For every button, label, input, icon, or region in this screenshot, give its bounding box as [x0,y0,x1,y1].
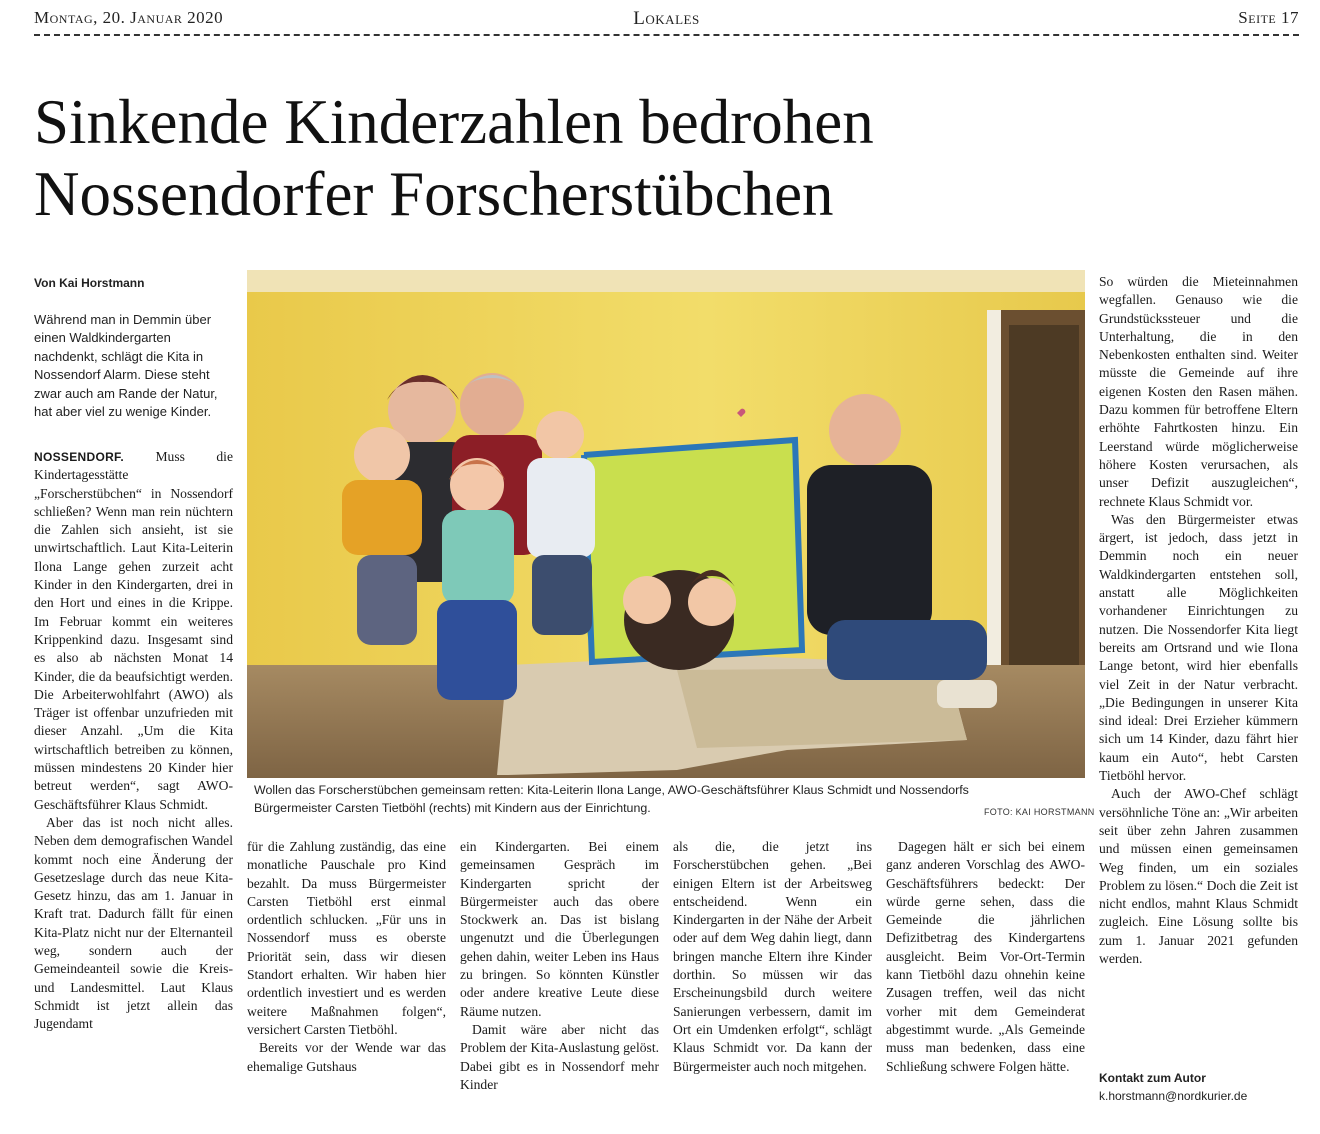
byline: Von Kai Horstmann [34,276,145,290]
page-number: Seite 17 [1238,8,1299,27]
paragraph: Dagegen hält er sich bei einem ganz anderen Vorschlag des AWO-Geschäftsführers bedeckt: Der würde gerne sehen, dass die Gemeinde die jährlichen Defizitbetrag des Kindergartens ausgleicht. Beim Vor-Ort-Termin kann Tietböhl dazu ohnehin keine Zusagen treffen, weil das nicht vorher mit dem Gemeinderat abgestimmt wurde. „Als Gemeinde muss man bedenken, dass eine Schließung schwere Folgen hätte. [886,839,1085,1074]
paragraph: Bereits vor der Wende war das ehemalige Gutshaus [247,1040,446,1074]
article-column-3 [460,838,659,1094]
headline [34,86,1294,230]
paragraph [34,448,233,814]
article-column-5 [886,838,1085,1076]
teaser: Während man in Demmin über einen Waldkindergarten nachdenkt, schlägt die Kita in Nossendorf Alarm. Diese steht zwar auch am Rande der Natur, hat aber viel zu wenige Kinder. [34,312,218,420]
contact-email[interactable]: k.horstmann@nordkurier.de [1099,1089,1248,1103]
headline-line-2: Nossendorfer Forscherstübchen [34,159,834,229]
photo-caption [254,781,1084,817]
caption-line-1: Wollen das Forscherstübchen gemeinsam retten: Kita-Leiterin Ilona Lange, AWO-Geschäftsführer Klaus Schmidt und Nossendorfs [254,783,969,797]
photo-credit: FOTO: KAI HORSTMANN [984,807,1095,817]
article-column-4 [673,838,872,1076]
article-column-2 [247,838,446,1076]
caption-line-2: Bürgermeister Carsten Tietböhl (rechts) mit Kindern aus der Einrichtung. [254,801,651,815]
paragraph: Was den Bürgermeister etwas ärgert, ist jedoch, dass jetzt in Demmin noch ein neuer Waldkindergarten entstehen soll, anstatt alle Möglichkeiten vorhandener Einrichtungen zu nutzen. Die Nossendorfer Kita liegt bereits am Ortsrand und wie Ilona Lange betont, wird hier ebenfalls viel Zeit in der Natur verbracht. „Die Bedingungen in unserer Kita sind ideal: Drei Erzieher kümmern sich um 14 Kinder, dazu fährt hier kaum ein Auto“, hebt Carsten Tietböhl hervor. [1099,511,1298,784]
contact-title: Kontakt zum Autor [1099,1071,1206,1085]
paragraph: ein Kindergarten. Bei einem gemeinsamen Gespräch im Kindergarten spricht der Bürgermeister auch das obere Stockwerk an. Das ist bislang ungenutzt und die Überlegungen gehen dahin, weiter Leben ins Haus zu bringen. So könnten Künstler oder andere kreative Leute diese Räume nutzen. [460,839,659,1019]
paragraph: Damit wäre aber nicht das Problem der Kita-Auslastung gelöst. Dabei gibt es in Nossendorf mehr Kinder [460,1021,659,1092]
issue-date: Montag, 20. Januar 2020 [34,8,224,27]
section-title: Lokales [633,8,700,29]
article-column-1 [34,448,233,1034]
page-header [34,4,1299,34]
article-photo [247,270,1085,778]
paragraph: für die Zahlung zuständig, das eine monatliche Pauschale pro Kind bezahlt. Da muss Bürgermeister Carsten Tietböhl erst einmal ordentlich schlucken. „Für uns in Nossendorf muss es oberste Priorität sein, dass wir diesen Standort erhalten. Wir haben hier ordentlich investiert und es werden weitere Maßnahmen folgen“, versichert Carsten Tietböhl. [247,839,446,1037]
header-rule [34,34,1299,36]
article-column-6 [1099,273,1298,968]
headline-line-1: Sinkende Kinderzahlen bedrohen [34,87,874,157]
paragraph: So würden die Mieteinnahmen wegfallen. Genauso wie die Grundstückssteuer und die Unterhaltung, die in den Nebenkosten enthalten sind. Weiter müsste die Gemeinde auf ihre eigenen Kosten den Rasen mähen. Dazu kommen für betroffene Eltern erhöhte Fahrtkosten hinzu. Ein Leerstand würde möglicherweise höhere Kosten verursachen, als unser Defizit auszugleichen“, rechnete Klaus Schmidt vor. [1099,274,1298,509]
author-contact [1099,1069,1299,1105]
paragraph: Auch der AWO-Chef schlägt versöhnliche Töne an: „Wir arbeiten seit über zehn Jahren zusammen und müssen einen gemeinsamen Weg finden, um ein soziales Problem zu lösen.“ Doch die Zeit ist nicht endlos, mahnt Klaus Schmidt zugleich. Eine Lösung sollte bis zum 1. Januar 2021 gefunden werden. [1099,786,1298,966]
paragraph: als die, die jetzt ins Forscherstübchen gehen. „Bei einigen Eltern ist der Arbeitsweg entscheidend. Wenn ein Kindergarten in der Nähe der Arbeit oder auf dem Weg dahin liegt, dann bringen manche Eltern ihre Kinder dorthin. So müssen wir das Erscheinungsbild durch weitere Sanierungen verbessern, damit im Ort ein Umdenken erfolgt“, schlägt Klaus Schmidt vor. Da kann der Bürgermeister auch noch mitgehen. [673,839,872,1074]
paragraph: Aber das ist noch nicht alles. Neben dem demografischen Wandel kommt noch eine Änderung der Gesetzeslage durch das neue Kita-Gesetz hinzu, das am 1. Januar in Kraft trat. Dadurch fällt für einen Kita-Platz nicht nur der Elternanteil weg, sondern auch der Gemeindeanteil sowie die Kreis- und Landesmittel. Laut Klaus Schmidt ist jetzt allein das Jugendamt [34,814,233,1032]
dateline: NOSSENDORF. [34,450,124,464]
paragraph-text: Muss die Kindertagesstätte „Forscherstübchen“ in Nossendorf schließen? Wenn man rein nüchtern die Zahlen sich ansieht, ist sie unwirtschaftlich. Laut Kita-Leiterin Ilona Lange gehen zurzeit acht Kinder in den Kindergarten, drei in den Hort und eines in die Krippe. Im Februar kommt ein weiteres Krippenkind dazu. Insgesamt sind es also ab nächsten Monat 14 Kinder, die da beaufsichtigt werden. Die Arbeiterwohlfahrt (AWO) als Träger ist offenbar unzufrieden mit dieser Anzahl. „Um die Kita wirtschaftlich betreiben zu können, müssen mindestens 20 Kinder hier betreut werden“, sagt AWO-Geschäftsführer Klaus Schmidt. [34,449,233,812]
